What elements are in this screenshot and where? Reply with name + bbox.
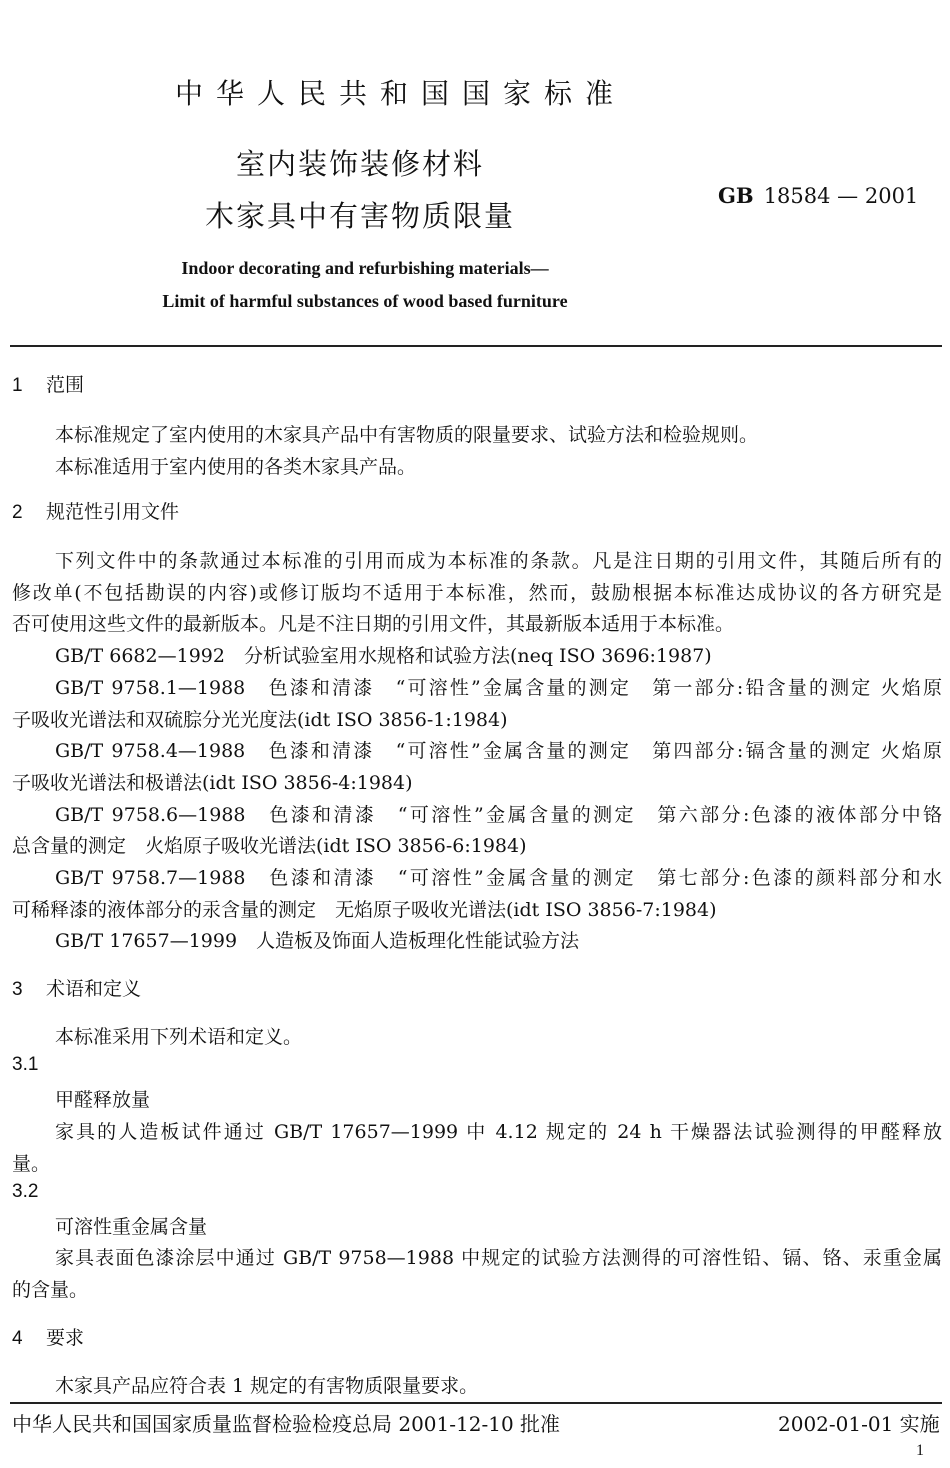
paragraph: 本标准采用下列术语和定义。 — [55, 1026, 303, 1048]
title-en-line2: Limit of harmful substances of wood based furniture — [162, 291, 568, 311]
paragraph: 木家具产品应符合表 1 规定的有害物质限量要求。 — [55, 1375, 479, 1397]
reference-item: 子吸收光谱法和双硫腙分光光度法(idt ISO 3856-1:1984) — [12, 709, 508, 731]
section-1-heading — [12, 370, 84, 397]
standard-code-number: 18584 — 2001 — [763, 184, 919, 208]
paragraph: 本标准适用于室内使用的各类木家具产品。 — [55, 456, 417, 478]
section-number: 1 — [12, 375, 23, 396]
section-2-heading — [12, 497, 179, 524]
section-3-heading — [12, 974, 141, 1001]
term-definition: 量。 — [12, 1153, 51, 1175]
reference-item: GB/T 6682—1992 分析试验室用水规格和试验方法(neq ISO 3696:1987) — [55, 645, 712, 667]
reference-item: GB/T 9758.6—1988 色漆和清漆 “可溶性”金属含量的测定 第六部分:色漆的液体部分中铬 — [55, 804, 942, 826]
section-4-heading — [12, 1323, 84, 1350]
section-title: 范围 — [46, 374, 85, 396]
paragraph: 否可使用这些文件的最新版本。凡是不注日期的引用文件，其最新版本适用于本标准。 — [12, 613, 735, 635]
standard-code — [718, 183, 918, 208]
title-en-line1: Indoor decorating and refurbishing materials— — [181, 258, 549, 278]
title-cn-line1: 室内装饰装修材料 — [235, 147, 484, 181]
term: 可溶性重金属含量 — [55, 1216, 208, 1238]
section-number: 3 — [12, 979, 23, 1000]
reference-item: GB/T 9758.1—1988 色漆和清漆 “可溶性”金属含量的测定 第一部分:铅含量的测定 火焰原 — [55, 677, 942, 699]
section-number: 4 — [12, 1328, 23, 1349]
term-definition: 家具的人造板试件通过 GB/T 17657—1999 中 4.12 规定的 24 h 干燥器法试验测得的甲醛释放 — [55, 1121, 942, 1143]
term-definition: 家具表面色漆涂层中通过 GB/T 9758—1988 中规定的试验方法测得的可溶性铅、镉、铬、汞重金属 — [55, 1247, 942, 1269]
footer-divider — [10, 1402, 942, 1404]
subsection-number: 3.1 — [12, 1054, 39, 1075]
term-definition: 的含量。 — [12, 1279, 89, 1301]
reference-item: GB/T 17657—1999 人造板及饰面人造板理化性能试验方法 — [55, 930, 580, 952]
title-cn-line2: 木家具中有害物质限量 — [204, 199, 515, 233]
reference-item: 可稀释漆的液体部分的汞含量的测定 无焰原子吸收光谱法(idt ISO 3856-7:1984) — [12, 899, 717, 921]
page-number: 1 — [916, 1442, 924, 1459]
issuer-approval: 中华人民共和国国家质量监督检验检疫总局 2001-12-10 批准 — [12, 1412, 561, 1436]
header-divider — [10, 345, 942, 347]
section-number: 2 — [12, 502, 23, 523]
reference-item: 子吸收光谱法和极谱法(idt ISO 3856-4:1984) — [12, 772, 413, 794]
reference-item: GB/T 9758.7—1988 色漆和清漆 “可溶性”金属含量的测定 第七部分:色漆的颜料部分和水 — [55, 867, 942, 889]
section-title: 要求 — [46, 1327, 85, 1349]
term: 甲醛释放量 — [55, 1089, 151, 1111]
section-title: 术语和定义 — [46, 978, 142, 1000]
effective-date: 2002-01-01 实施 — [778, 1412, 940, 1436]
reference-item: 总含量的测定 火焰原子吸收光谱法(idt ISO 3856-6:1984) — [12, 835, 527, 857]
paragraph: 下列文件中的条款通过本标准的引用而成为本标准的条款。凡是注日期的引用文件，其随后所有的 — [55, 550, 942, 572]
section-title: 规范性引用文件 — [46, 501, 180, 523]
standard-code-prefix: GB — [718, 183, 754, 208]
paragraph: 本标准规定了室内使用的木家具产品中有害物质的限量要求、试验方法和检验规则。 — [55, 424, 759, 446]
reference-item: GB/T 9758.4—1988 色漆和清漆 “可溶性”金属含量的测定 第四部分:镉含量的测定 火焰原 — [55, 740, 942, 762]
paragraph: 修改单(不包括勘误的内容)或修订版均不适用于本标准，然而，鼓励根据本标准达成协议的各方研究是 — [12, 582, 942, 604]
subsection-number: 3.2 — [12, 1181, 39, 1202]
national-standard-label: 中华人民共和国国家标准 — [175, 77, 627, 110]
